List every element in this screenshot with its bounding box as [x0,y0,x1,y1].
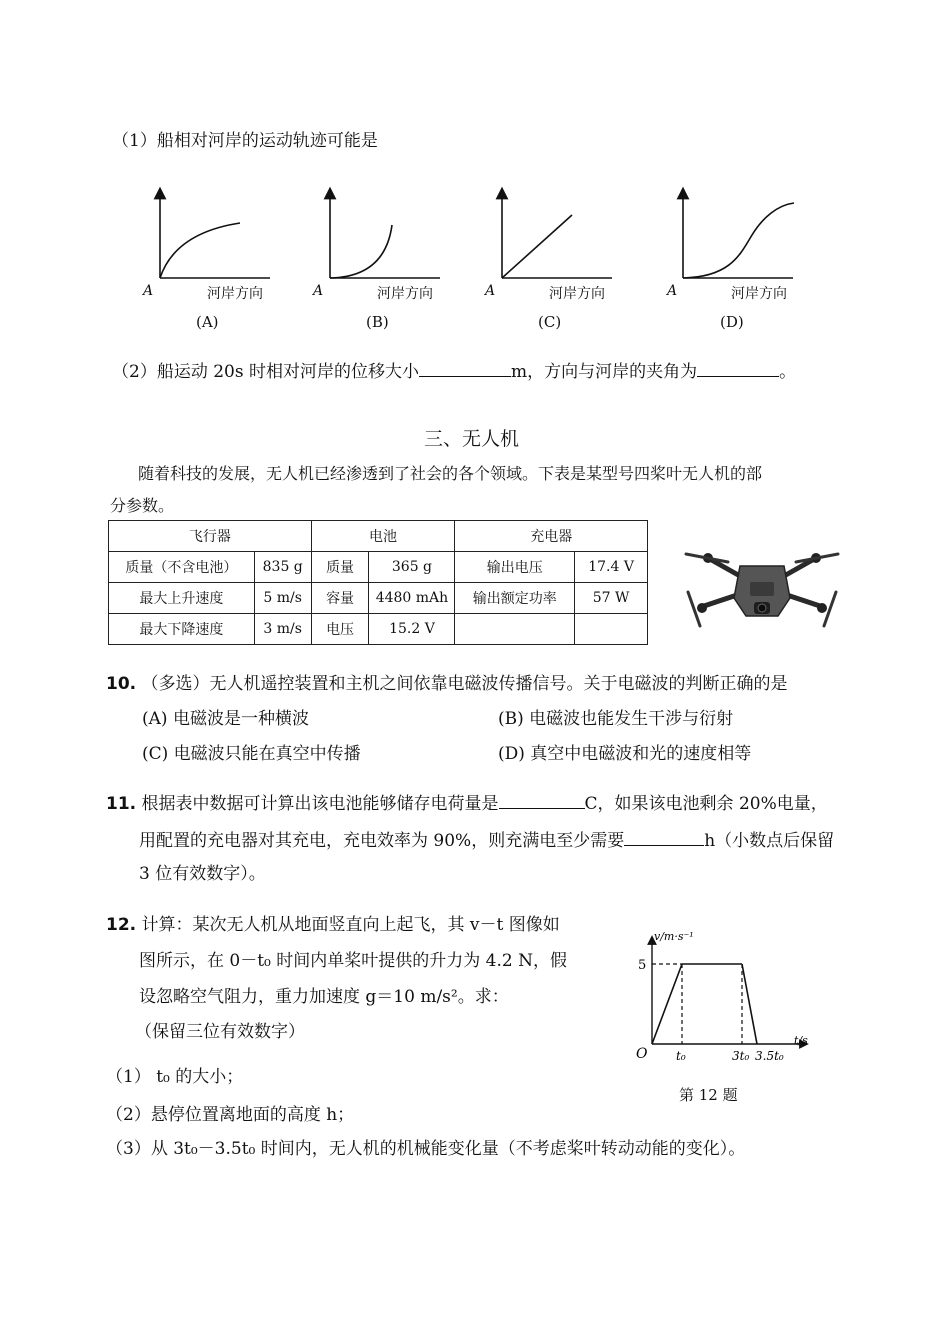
graph-d-option: (D) [720,313,744,331]
vt-origin: O [636,1046,648,1062]
section-intro-line2: 分参数。 [110,496,175,515]
q12-line3: 设忽略空气阻力，重力加速度 g＝10 m/s²。求： [139,987,509,1007]
answer-blank-time[interactable] [624,829,704,846]
river-q2 [112,360,796,381]
q10-number: 10. [106,674,137,694]
q12-line2: 图所示，在 0－t₀ 时间内单桨叶提供的升力为 4.2 N，假 [139,951,567,971]
graph-d-origin: A [667,283,678,299]
section-intro-line1: 随着科技的发展，无人机已经渗透到了社会的各个领域。下表是某型号四桨叶无人机的部 [138,464,763,483]
table-cell: 输出电压 [455,552,575,583]
q12-number: 12. [106,915,137,935]
vt-y-label: v/m·s⁻¹ [654,930,694,943]
river-q1: （1）船相对河岸的运动轨迹可能是 [112,131,378,151]
q11-line1 [106,792,828,813]
table-cell: 15.2 V [369,614,455,645]
answer-blank-displacement[interactable] [419,360,511,377]
graph-c-line [502,215,572,278]
table-cell: 容量 [311,583,369,614]
vt-x-tick-label: 3.5t₀ [755,1049,784,1063]
graph-d-axis-label: 河岸方向 [731,286,787,302]
table-cell: 输出额定功率 [455,583,575,614]
q10-option-a[interactable]: (A) 电磁波是一种横波 [142,709,309,729]
q12-sub3: （3）从 3t₀－3.5t₀ 时间内，无人机的机械能变化量（不考虑桨叶转动动能的变化）。 [106,1139,746,1159]
river-q2-text-b: m，方向与河岸的夹角为 [510,362,698,382]
section-title: 三、无人机 [424,428,520,450]
table-row [109,552,648,583]
graph-a-curve [160,223,240,278]
q11-line2 [139,829,834,850]
table-cell: 质量（不含电池） [109,552,255,583]
table-cell: 最大下降速度 [109,614,255,645]
q12-line1 [106,917,560,934]
graph-b-axis-label: 河岸方向 [377,286,433,302]
graph-d-axes [683,193,793,278]
table-header-row [109,521,648,552]
table-cell: 4480 mAh [369,583,455,614]
table-row [109,583,648,614]
vt-x-label: t/s [794,1034,808,1047]
table-header-aircraft: 飞行器 [109,521,312,552]
table-cell [575,614,648,645]
answer-blank-charge[interactable] [499,792,585,809]
graph-c-origin: A [485,283,496,299]
q12-text-1: 计算：某次无人机从地面竖直向上起飞，其 v－t 图像如 [141,915,560,935]
graph-b-option: (B) [366,313,389,331]
table-cell: 电压 [311,614,369,645]
q11-number: 11. [106,794,137,814]
q10-option-b[interactable]: (B) 电磁波也能发生干涉与衍射 [498,709,734,729]
q10-option-d[interactable]: (D) 真空中电磁波和光的速度相等 [498,744,752,764]
table-row [109,614,648,645]
graph-a-origin: A [143,283,154,299]
vt-chart-caption: 第 12 题 [679,1086,738,1104]
vt-series-segment [652,964,682,1044]
q10-stem [106,676,788,693]
table-cell: 835 g [254,552,311,583]
vt-x-tick-label: t₀ [676,1049,686,1063]
graph-c-option: (C) [538,313,562,331]
table-header-battery: 电池 [311,521,455,552]
q10-text: （多选）无人机遥控装置和主机之间依靠电磁波传播信号。关于电磁波的判断正确的是 [141,674,788,694]
q11-text-b: C，如果该电池剩余 20%电量， [584,794,828,814]
graph-c-axis-label: 河岸方向 [549,286,605,302]
table-cell: 质量 [311,552,369,583]
answer-blank-angle[interactable] [697,360,779,377]
q12-sub1: （1） t₀ 的大小； [106,1067,244,1087]
graph-a-option: (A) [196,313,219,331]
drone-icon [678,536,846,640]
q12-line4: （保留三位有效数字） [135,1022,305,1042]
table-header-charger: 充电器 [455,521,648,552]
table-cell [455,614,575,645]
vt-x-tick-label: 3t₀ [732,1049,750,1063]
vt-y-tick-label: 5 [638,958,647,973]
drone-parameter-table [108,520,648,645]
graph-b-origin: A [313,283,324,299]
graph-b-curve [330,225,392,278]
graph-a-axis-label: 河岸方向 [207,286,263,302]
graph-b-axes [330,193,440,278]
q11-text-d: h（小数点后保留 [704,831,835,851]
table-cell: 5 m/s [254,583,311,614]
table-cell: 17.4 V [575,552,648,583]
graph-d-curve [683,203,794,278]
q11-text-a: 根据表中数据可计算出该电池能够储存电荷量是 [141,794,499,814]
graph-a-axes [160,193,270,278]
table-cell: 最大上升速度 [109,583,255,614]
river-q2-text-c: 。 [779,362,797,382]
q11-text-c: 用配置的充电器对其充电，充电效率为 90%，则充满电至少需要 [139,831,625,851]
vt-chart [622,920,822,1070]
table-cell: 3 m/s [254,614,311,645]
table-cell: 365 g [369,552,455,583]
q10-option-c[interactable]: (C) 电磁波只能在真空中传播 [142,744,361,764]
vt-series-segment [742,964,757,1044]
q12-sub2: （2）悬停位置离地面的高度 h； [106,1105,355,1125]
graph-c-axes [502,193,612,278]
q11-line3: 3 位有效数字）。 [139,864,266,884]
river-q2-text-a: （2）船运动 20s 时相对河岸的位移大小 [112,362,419,382]
table-cell: 57 W [575,583,648,614]
